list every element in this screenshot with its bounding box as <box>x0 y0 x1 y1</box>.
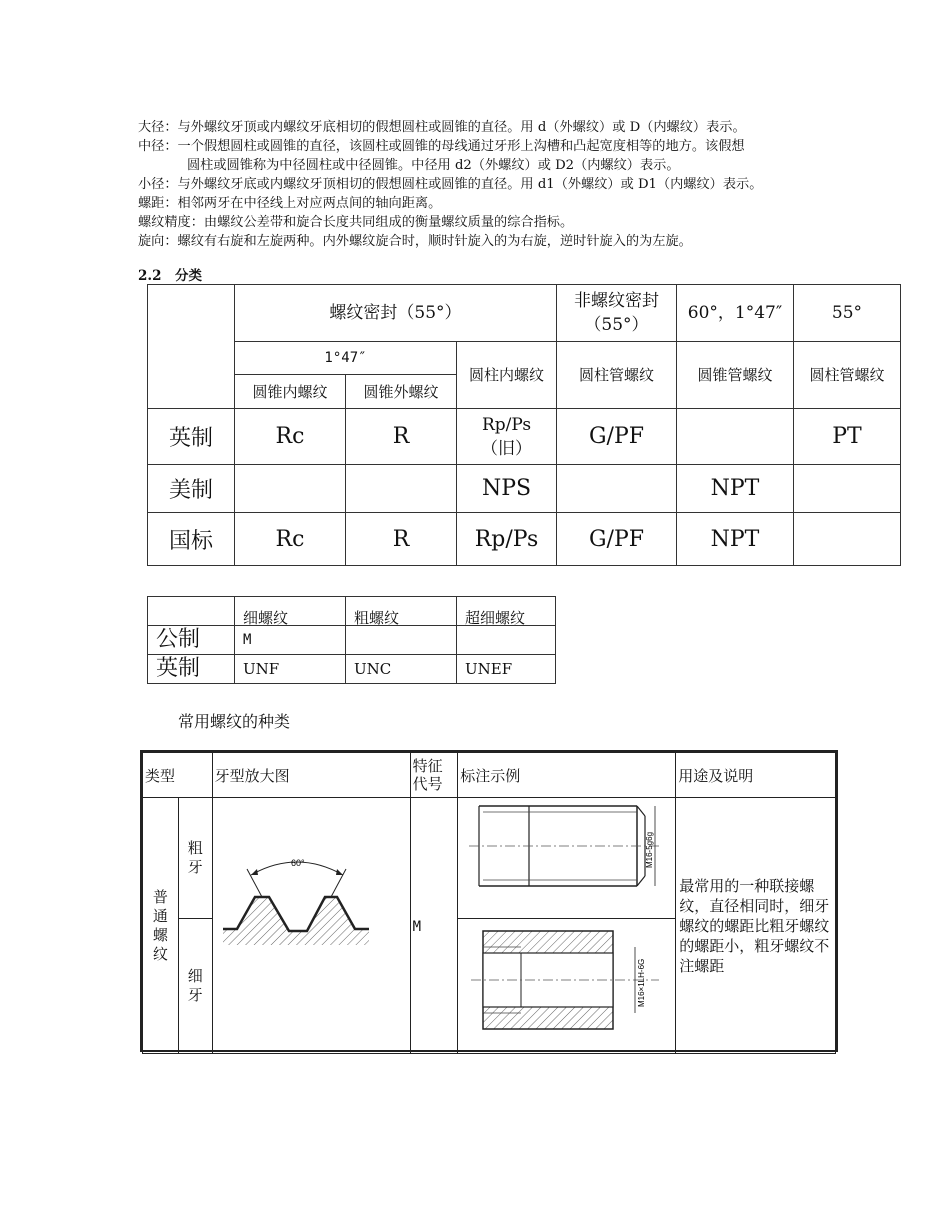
profile-cell <box>212 798 410 1054</box>
header-code: 特征代号 <box>410 753 458 798</box>
table-cell: NPT <box>677 513 794 566</box>
thread-types-table <box>142 752 836 1054</box>
definition-accuracy: 螺纹精度：由螺纹公差带和旋合长度共同组成的衡量螺纹质量的综合指标。 <box>138 215 574 230</box>
header-example: 标注示例 <box>458 753 676 798</box>
definition-hand: 旋向：螺纹有右旋和左旋两种。内外螺纹旋合时，顺时针旋入的为右旋，逆时针旋入的为左旋。 <box>138 234 692 249</box>
column-header: 细螺纹 <box>235 597 346 626</box>
column-header: 粗螺纹 <box>346 597 457 626</box>
table-cell <box>457 626 556 655</box>
definition-pitch-diameter: 中径：一个假想圆柱或圆锥的直径，该圆柱或圆锥的母线通过牙形上沟槽和凸起宽度相等的地方。该假想 <box>138 139 745 154</box>
coarse-mark: M16-5g6g <box>644 831 654 868</box>
code-cell <box>410 798 458 1054</box>
table-cell: UNC <box>346 655 457 684</box>
header-55deg: 55° <box>794 285 901 342</box>
row-label: 英制 <box>148 409 235 465</box>
table-cell <box>794 465 901 513</box>
coarse-example-cell <box>458 798 676 919</box>
header-cyl-internal: 圆柱内螺纹 <box>457 342 557 409</box>
type-name-cell <box>143 798 179 1054</box>
header-non-sealed: 非螺纹密封（55°） <box>557 285 677 342</box>
header-cone-external: 圆锥外螺纹 <box>346 375 457 409</box>
internal-thread-drawing <box>459 919 675 1049</box>
table-row <box>148 513 901 566</box>
table-cell <box>557 465 677 513</box>
corner-cell <box>148 597 235 626</box>
header-sealed: 螺纹密封（55°） <box>235 285 557 342</box>
table-cell: UNEF <box>457 655 556 684</box>
table-cell: PT <box>794 409 901 465</box>
fine-mark: M16×1LH-6G <box>636 958 646 1007</box>
header-cyl-pipe-2: 圆柱管螺纹 <box>794 342 901 409</box>
header-use: 用途及说明 <box>676 753 836 798</box>
table-cell: NPT <box>677 465 794 513</box>
header-cone-internal: 圆锥内螺纹 <box>235 375 346 409</box>
definition-pitch-diameter-cont: 圆柱或圆锥称为中径圆柱或中径圆锥。中径用 d2（外螺纹）或 D2（内螺纹）表示。 <box>187 158 680 173</box>
definition-major-diameter: 大径：与外螺纹牙顶或内螺纹牙底相切的假想圆柱或圆锥的直径。用 d（外螺纹）或 D（内螺纹）表示。 <box>138 120 746 135</box>
table-cell: R <box>346 513 457 566</box>
table-cell <box>346 626 457 655</box>
table-cell: Rc <box>235 409 346 465</box>
thread-series-table <box>147 596 556 684</box>
header-60deg: 60°，1°47″ <box>677 285 794 342</box>
row-label: 公制 <box>148 626 235 655</box>
table-row <box>148 409 901 465</box>
table-cell: G/PF <box>557 513 677 566</box>
row-label: 国标 <box>148 513 235 566</box>
header-profile: 牙型放大图 <box>212 753 410 798</box>
code-value: M <box>412 918 422 935</box>
table-cell: Rp/Ps （旧） <box>457 409 557 465</box>
coarse-cell <box>178 798 212 919</box>
fine-example-cell <box>458 919 676 1054</box>
table-cell <box>346 465 457 513</box>
header-cyl-pipe: 圆柱管螺纹 <box>557 342 677 409</box>
definition-minor-diameter: 小径：与外螺纹牙底或内螺纹牙顶相切的假想圆柱或圆锥的直径。用 d1（外螺纹）或 D1（内螺纹）表示。 <box>138 177 763 192</box>
table-cell <box>677 409 794 465</box>
description: 最常用的一种联接螺纹，直径相同时，细牙螺纹的螺距比粗牙螺纹的螺距小，粗牙螺纹不注螺距 <box>676 798 836 1054</box>
column-header: 超细螺纹 <box>457 597 556 626</box>
row-label: 美制 <box>148 465 235 513</box>
definition-pitch: 螺距：相邻两牙在中径线上对应两点间的轴向距离。 <box>138 196 442 211</box>
fine-cell <box>178 919 212 1054</box>
type-name: 普通螺纹 <box>152 887 168 963</box>
corner-cell <box>148 285 235 409</box>
table-cell <box>235 465 346 513</box>
table-cell: NPS <box>457 465 557 513</box>
table-row <box>148 465 901 513</box>
definitions-block <box>138 118 878 251</box>
table-cell <box>794 513 901 566</box>
table-cell: Rc <box>235 513 346 566</box>
table-header-row <box>148 597 556 626</box>
header-type: 类型 <box>143 753 213 798</box>
fine-label: 细牙 <box>187 967 203 1004</box>
external-thread-drawing <box>459 798 675 914</box>
thread-profile-drawing <box>213 799 410 1049</box>
table-row <box>148 626 556 655</box>
table-cell: R <box>346 409 457 465</box>
angle-label: 60° <box>290 857 305 868</box>
section-title: 2.2 分类 <box>138 268 202 284</box>
classification-table <box>147 284 901 566</box>
thread-types-table-frame <box>140 750 838 1052</box>
header-cone-pipe: 圆锥管螺纹 <box>677 342 794 409</box>
table-cell: Rp/Ps <box>457 513 557 566</box>
table-cell: M <box>235 626 346 655</box>
table-row <box>148 655 556 684</box>
coarse-label: 粗牙 <box>187 839 203 876</box>
row-label: 英制 <box>148 655 235 684</box>
header-taper: 1°47″ <box>235 342 457 375</box>
table-cell: UNF <box>235 655 346 684</box>
table-cell: G/PF <box>557 409 677 465</box>
table-caption: 常用螺纹的种类 <box>178 712 291 731</box>
